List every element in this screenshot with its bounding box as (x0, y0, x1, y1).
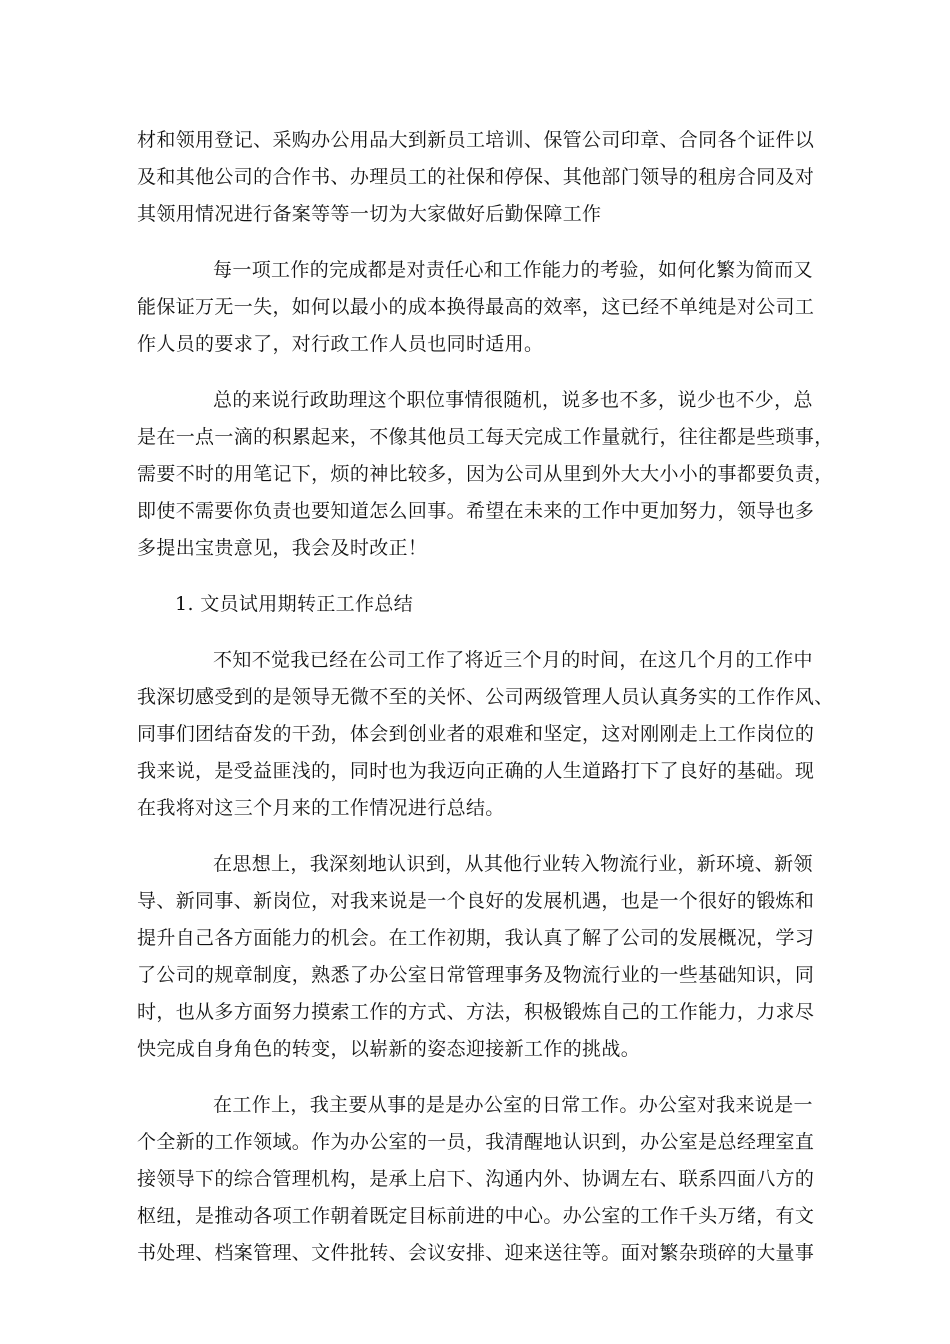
text-line: 总的来说行政助理这个职位事情很随机，说多也不多，说少也不少，总 (213, 389, 813, 411)
section-heading: 1. 文员试用期转正工作总结 (175, 593, 414, 615)
text-line: 同事们团结奋发的干劲，体会到创业者的艰难和坚定，这对刚刚走上工作岗位的 (137, 723, 815, 745)
text-line: 快完成自身角色的转变，以崭新的姿态迎接新工作的挑战。 (137, 1038, 641, 1060)
text-line: 每一项工作的完成都是对责任心和工作能力的考验，如何化繁为简而又 (213, 259, 813, 281)
text-line: 我深切感受到的是领导无微不至的关怀、公司两级管理人员认真务实的工作作风、 (137, 686, 834, 708)
text-line: 时，也从多方面努力摸索工作的方式、方法，积极锻炼自己的工作能力，力求尽 (137, 1001, 815, 1023)
paragraph-responsibility (137, 252, 815, 363)
text-line: 是在一点一滴的积累起来，不像其他员工每天完成工作量就行，往往都是些琐事， (137, 426, 834, 448)
text-line: 书处理、档案管理、文件批转、会议安排、迎来送往等。面对繁杂琐碎的大量事 (137, 1242, 815, 1264)
paragraph-work (137, 1087, 815, 1272)
text-line: 枢纽，是推动各项工作朝着既定目标前进的中心。办公室的工作千头万绪，有文 (137, 1205, 815, 1227)
text-line: 材和领用登记、采购办公用品大到新员工培训、保管公司印章、合同各个证件以 (137, 129, 815, 151)
text-line: 个全新的工作领域。作为办公室的一员，我清醒地认识到，办公室是总经理室直 (137, 1131, 815, 1153)
text-line: 即使不需要你负责也要知道怎么回事。希望在未来的工作中更加努力，领导也多 (137, 500, 815, 522)
paragraph-introduction (137, 642, 834, 827)
text-line: 多提出宝贵意见，我会及时改正！ (137, 537, 428, 559)
text-line: 提升自己各方面能力的机会。在工作初期，我认真了解了公司的发展概况，学习 (137, 927, 815, 949)
text-line: 不知不觉我已经在公司工作了将近三个月的时间，在这几个月的工作中 (213, 649, 813, 671)
text-line: 在工作上，我主要从事的是是办公室的日常工作。办公室对我来说是一 (213, 1094, 813, 1116)
text-line: 及和其他公司的合作书、办理员工的社保和停保、其他部门领导的租房合同及对 (137, 166, 815, 188)
text-line: 我来说，是受益匪浅的，同时也为我迈向正确的人生道路打下了良好的基础。现 (137, 760, 815, 782)
text-line: 导、新同事、新岗位，对我来说是一个良好的发展机遇，也是一个很好的锻炼和 (137, 890, 815, 912)
text-line: 其领用情况进行备案等等一切为大家做好后勤保障工作 (137, 203, 602, 225)
document-body (137, 122, 834, 1272)
paragraph-summary (137, 382, 834, 567)
text-line: 需要不时的用笔记下，烦的神比较多，因为公司从里到外大大小小的事都要负责， (137, 463, 834, 485)
text-line: 在我将对这三个月来的工作情况进行总结。 (137, 797, 505, 819)
text-line: 作人员的要求了，对行政工作人员也同时适用。 (137, 333, 544, 355)
text-line: 在思想上，我深刻地认识到，从其他行业转入物流行业，新环境、新领 (213, 853, 813, 875)
text-line: 能保证万无一失，如何以最小的成本换得最高的效率，这已经不单纯是对公司工 (137, 296, 815, 318)
paragraph-thinking (137, 846, 815, 1068)
text-line: 接领导下的综合管理机构，是承上启下、沟通内外、协调左右、联系四面八方的 (137, 1168, 815, 1190)
text-line: 了公司的规章制度，熟悉了办公室日常管理事务及物流行业的一些基础知识，同 (137, 964, 815, 986)
paragraph-logistics-duties (137, 122, 815, 233)
